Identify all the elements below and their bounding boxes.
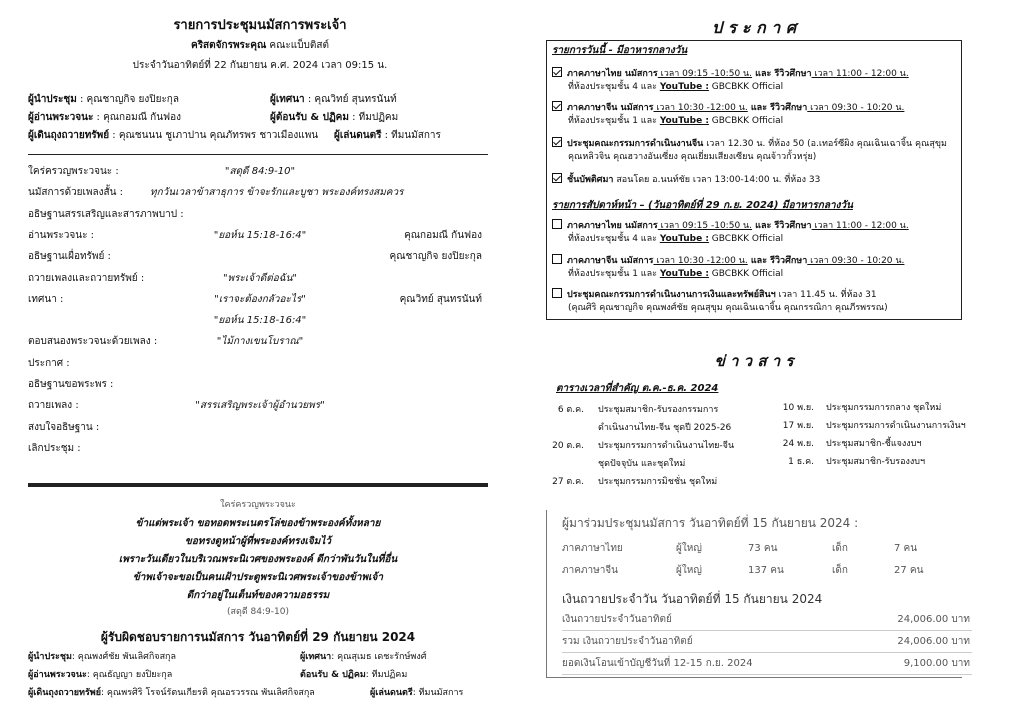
role-leader: ผู้นำประชุม : คุณชาญกิจ ยงปิยะกุล [28, 94, 179, 105]
schedule-date: 1 ธ.ค. [788, 457, 814, 467]
news-title: ข่ า ว ส า ร [714, 352, 794, 370]
item-title: ประชุมคณะกรรมการดำเนินงานจีน [567, 139, 704, 149]
order-label: เทศนา : [28, 293, 64, 305]
checkbox-checked-icon [552, 67, 562, 77]
announcement-item [552, 173, 820, 186]
schedule-date: 17 พ.ย. [782, 421, 814, 431]
schedule-event: ประชุมสมาชิก-รับรองงบฯ [826, 457, 926, 467]
schedule-event: ประชุมกรรมการกลาง ชุดใหม่ [826, 403, 942, 413]
schedule-date: 24 พ.ย. [782, 439, 814, 449]
verse-line: ดีกว่าอยู่ในเต็นท์ของความอธรรม [186, 590, 330, 601]
next-role-leader: ผู้นำประชุม: คุณพงศ์ชัย พันเลิศกิจสกุล [28, 652, 177, 662]
next-role-preacher: ผู้เทศนา: คุณสุเมธ เดชะรักษ์พงศ์ [300, 652, 427, 662]
order-label: ตอบสนองพระวจนะด้วยเพลง : [28, 336, 158, 348]
item-title: ประชุมคณะกรรมการดำเนินงานการเงินและทรัพย์สินฯ [567, 290, 776, 300]
item-time-2: เวลา 09:30 - 10:20 น. [807, 103, 905, 113]
next-role-reader: ผู้อ่านพระวจนะ: คุณธัญญา ยงปิยะกุล [28, 670, 173, 680]
item-location-text: ที่ห้องประชุมชั้น 1 และ [568, 269, 660, 279]
verse-heading: ใคร่ครวญพระวจนะ [220, 500, 296, 510]
order-person: คุณวิทย์ สุนทรนันท์ [399, 293, 482, 305]
schedule-event: ชุดปัจจุบัน และชุดใหม่ [598, 459, 686, 469]
order-label: อธิษฐานขอพระพร : [28, 379, 114, 390]
item-location-text: ที่ห้องประชุมชั้น 4 และ [568, 82, 660, 92]
order-value: "พระเจ้าดีต่อฉัน" [222, 272, 298, 284]
schedule-event: ประชุมกรรมการมิชชั่น ชุดใหม่ [598, 477, 718, 487]
item-location [568, 116, 783, 127]
order-value: "ยอห์น 15:18-16:4" [213, 229, 307, 241]
schedule-event: ประชุมกรรมการดำเนินงานการเงินฯ [826, 421, 966, 431]
divider [28, 154, 488, 155]
item-time: สอนโดย อ.นนท์ชัย เวลา 13:00-14:00 น. ที่ห้อง 33 [613, 175, 821, 185]
order-person: คุณชาญกิจ ยงปิยะกุล [389, 251, 482, 263]
item-location-text: คุณหลิวจิน คุณฮวางอันเซี่ยง คุณเยี่ยมเสียงเซียน คุณจ้าวกั้วหรุ่ย) [568, 152, 817, 162]
order-value: "ไม้กางเขนโบราณ" [216, 336, 304, 348]
item-location [568, 234, 783, 245]
item-time: เวลา 12.30 น. ที่ห้อง 50 (อ.เทอร์ซีผิง คุณเฉินเฉาจิ้น คุณสุขุม [703, 139, 947, 149]
youtube-channel: GBCBKK Official [708, 116, 784, 126]
item-location [568, 82, 783, 93]
adult-label: ผู้ใหญ่ [676, 543, 702, 554]
item-location [568, 269, 783, 280]
offering-label: ยอดเงินโอนเข้าบัญชีวันที่ 12-15 ก.ย. 2024 [562, 658, 753, 669]
role-reader: ผู้อ่านพระวจนะ : คุณกอมณี กันฟอง [28, 112, 182, 123]
offering-amount: 9,100.00 บาท [903, 658, 970, 669]
verse-ref: (สดุดี 84:9-10) [227, 607, 289, 617]
announcement-item [552, 219, 909, 232]
announcement-item [552, 67, 909, 80]
order-label: อธิษฐานเผื่อทรัพย์ : [28, 251, 111, 263]
item-location [568, 152, 816, 163]
next-role-musician: ผู้เล่นดนตรี: ทีมนมัสการ [370, 688, 464, 698]
item-time-2: เวลา 11:00 - 12:00 น. [811, 69, 909, 79]
youtube-label: YouTube : [659, 269, 709, 279]
offering-rule [562, 630, 972, 631]
order-label: นมัสการด้วยเพลงสั้น : [28, 187, 124, 199]
offering-amount: 24,006.00 บาท [897, 614, 970, 625]
item-title-2: และ รีวิวศึกษา [747, 256, 808, 266]
order-label: ถวายเพลงและถวายทรัพย์ : [28, 272, 145, 284]
order-label: สงบใจอธิษฐาน : [28, 421, 100, 433]
item-location-text: (คุณศิริ คุณชาญกิจ คุณพงศ์ชัย คุณสุขุม คุณเฉินเฉาจิ้น คุณกรรณิกา คุณภีรพรรณ) [568, 303, 888, 313]
order-value: "สรรเสริญพระเจ้าผู้อำนวยพร" [195, 400, 325, 412]
announcement-item [552, 288, 877, 301]
child-label: เด็ก [832, 565, 848, 576]
verse-line: ข้าพเจ้าจะขอเป็นคนเฝ้าประตูพระนิเวศพระเจ้าของข้าพเจ้า [132, 572, 384, 583]
order-value: ทุกวันเวลาข้าสาธุการ ข้าจะรักและบูชา พระองค์ทรงสมควร [150, 187, 404, 199]
youtube-channel: GBCBKK Official [708, 82, 784, 92]
checkbox-checked-icon [552, 173, 562, 183]
schedule-date: 10 พ.ย. [782, 403, 814, 413]
next-week-title: ผู้รับผิดชอบรายการนมัสการ วันอาทิตย์ที่ 29 กันยายน 2024 [100, 630, 416, 644]
announcement-item [552, 254, 904, 267]
announcement-title: ป ร ะ ก า ศ [711, 18, 797, 37]
role-preacher: ผู้เทศนา : คุณวิทย์ สุนทรนันท์ [270, 94, 397, 105]
item-time: เวลา 10:30 -12:00 น. [653, 256, 748, 266]
schedule-event: ประชุมสมาชิก-รับรองกรรมการ [598, 405, 719, 415]
item-time: เวลา 09:15 -10:50 น. [657, 221, 753, 231]
next-week-heading: รายการสัปดาห์หน้า – (วันอาทิตย์ที่ 29 ก.ย. 2024) มีอาหารกลางวัน [552, 200, 853, 211]
attendance-title: ผู้มาร่วมประชุมนมัสการ วันอาทิตย์ที่ 15 กันยายน 2024 : [562, 516, 859, 530]
item-title-2: และ รีวิวศึกษา [752, 69, 812, 79]
verse-line: เพราะวันเดียวในบริเวณพระนิเวศของพระองค์ ดีกว่าพันวันในที่อื่น [118, 554, 398, 565]
order-label: ใคร่ครวญพระวจนะ : [28, 166, 119, 177]
schedule-date: 6 ต.ค. [557, 405, 584, 415]
service-title: รายการประชุมนมัสการพระเจ้า [173, 18, 347, 33]
schedule-heading: ตารางเวลาที่สำคัญ ต.ค.-ธ.ค. 2024 [556, 383, 719, 394]
next-role-offering: ผู้เดินถุงถวายทรัพย์: คุณพรศิริ โรจน์รัตนเกียรติ คุณอรวรรณ พันเลิศกิจสกุล [28, 688, 315, 698]
youtube-channel: GBCBKK Official [708, 234, 784, 244]
role-musician: ผู้เล่นดนตรี : ทีมนมัสการ [334, 130, 441, 141]
attendance-group: ภาคภาษาจีน [562, 565, 619, 576]
order-value: "ยอห์น 15:18-16:4" [213, 315, 307, 327]
role-offering: ผู้เดินถุงถวายทรัพย์ : คุณชนนน ชูเภาปาน คุณภัทรพร ชาวเมืองแพน [28, 130, 319, 141]
checkbox-empty-icon [552, 254, 562, 264]
youtube-label: YouTube : [659, 234, 709, 244]
church-name: คริสตจักรพระคุณ คณะแบ็บติสต์ [191, 40, 329, 51]
item-title: ภาคภาษาไทย นมัสการ [567, 69, 658, 79]
item-time: เวลา 09:15 -10:50 น. [657, 69, 753, 79]
item-title: ภาคภาษาจีน นมัสการ [567, 103, 654, 113]
item-time-2: เวลา 09:30 - 10:20 น. [807, 256, 905, 266]
order-label: ถวายเพลง : [28, 400, 79, 412]
checkbox-empty-icon [552, 219, 562, 229]
child-label: เด็ก [832, 543, 848, 554]
schedule-event: ประชุมกรรมการดำเนินงานไทย-จีน [598, 441, 735, 451]
order-value: "เราจะต้องกลัวอะไร" [214, 293, 306, 305]
offering-label: เงินถวายประจำวันอาทิตย์ [562, 614, 672, 625]
youtube-label: YouTube : [659, 82, 709, 92]
announcement-item [552, 101, 904, 114]
service-date: ประจำวันอาทิตย์ที่ 22 กันยายน ค.ศ. 2024 เวลา 09:15 น. [132, 60, 388, 71]
item-title: ภาคภาษาไทย นมัสการ [567, 221, 658, 231]
checkbox-checked-icon [552, 137, 562, 147]
offering-rule [562, 652, 972, 653]
youtube-channel: GBCBKK Official [708, 269, 784, 279]
schedule-date: 27 ต.ค. [552, 477, 584, 487]
item-title-2: และ รีวิวศึกษา [752, 221, 812, 231]
checkbox-empty-icon [552, 288, 562, 298]
item-title: ภาคภาษาจีน นมัสการ [567, 256, 654, 266]
thick-divider [28, 483, 488, 487]
youtube-label: YouTube : [659, 116, 709, 126]
order-label: ประกาศ : [28, 357, 70, 369]
schedule-event: ดำเนินงานไทย-จีน ชุดปี 2025-26 [598, 423, 732, 433]
item-time: เวลา 10:30 -12:00 น. [653, 103, 748, 113]
adult-count: 137 คน [748, 565, 784, 576]
verse-line: ขอทรงดูหน้าผู้ที่พระองค์ทรงเจิมไว้ [185, 536, 331, 547]
order-label: เลิกประชุม : [28, 442, 81, 454]
schedule-event: ประชุมสมาชิก-ชี้แจงงบฯ [826, 439, 922, 449]
item-time-2: เวลา 11:00 - 12:00 น. [811, 221, 909, 231]
item-time: เวลา 11.45 น. ที่ห้อง 31 [775, 290, 877, 300]
next-role-usher: ต้อนรับ & ปฏิคม: ทีมปฏิคม [300, 670, 408, 680]
order-label: อธิษฐานสรรเสริญและสารภาพบาป : [28, 208, 184, 220]
adult-count: 73 คน [748, 543, 778, 554]
child-count: 7 คน [894, 543, 918, 554]
checkbox-checked-icon [552, 101, 562, 111]
offering-amount: 24,006.00 บาท [897, 636, 970, 647]
item-title-2: และ รีวิวศึกษา [747, 103, 808, 113]
verse-line: ข้าแต่พระเจ้า ขอทอดพระเนตรโล่ของข้าพระองค์ทั้งหลาย [135, 518, 381, 529]
child-count: 27 คน [894, 565, 924, 576]
offering-label: รวม เงินถวายประจำวันอาทิตย์ [562, 636, 693, 647]
item-location-text: ที่ห้องประชุมชั้น 4 และ [568, 234, 660, 244]
offering-title: เงินถวายประจำวัน วันอาทิตย์ที่ 15 กันยายน 2024 [562, 592, 823, 606]
order-person: คุณกอมณี กันฟอง [404, 229, 482, 241]
adult-label: ผู้ใหญ่ [676, 565, 702, 576]
item-title: ชั้นบัพติศมา [567, 175, 614, 185]
attendance-group: ภาคภาษาไทย [562, 543, 623, 554]
item-location-text: ที่ห้องประชุมชั้น 1 และ [568, 116, 660, 126]
order-value: "สดุดี 84:9-10" [224, 166, 296, 177]
schedule-date: 20 ต.ค. [552, 441, 584, 451]
item-location [568, 303, 888, 314]
role-usher: ผู้ต้อนรับ & ปฏิคม : ทีมปฏิคม [270, 112, 399, 123]
announcement-item [552, 137, 947, 150]
order-label: อ่านพระวจนะ : [28, 229, 95, 241]
today-heading: รายการวันนี้ - มีอาหารกลางวัน [552, 45, 688, 56]
offering-rule [562, 674, 972, 675]
